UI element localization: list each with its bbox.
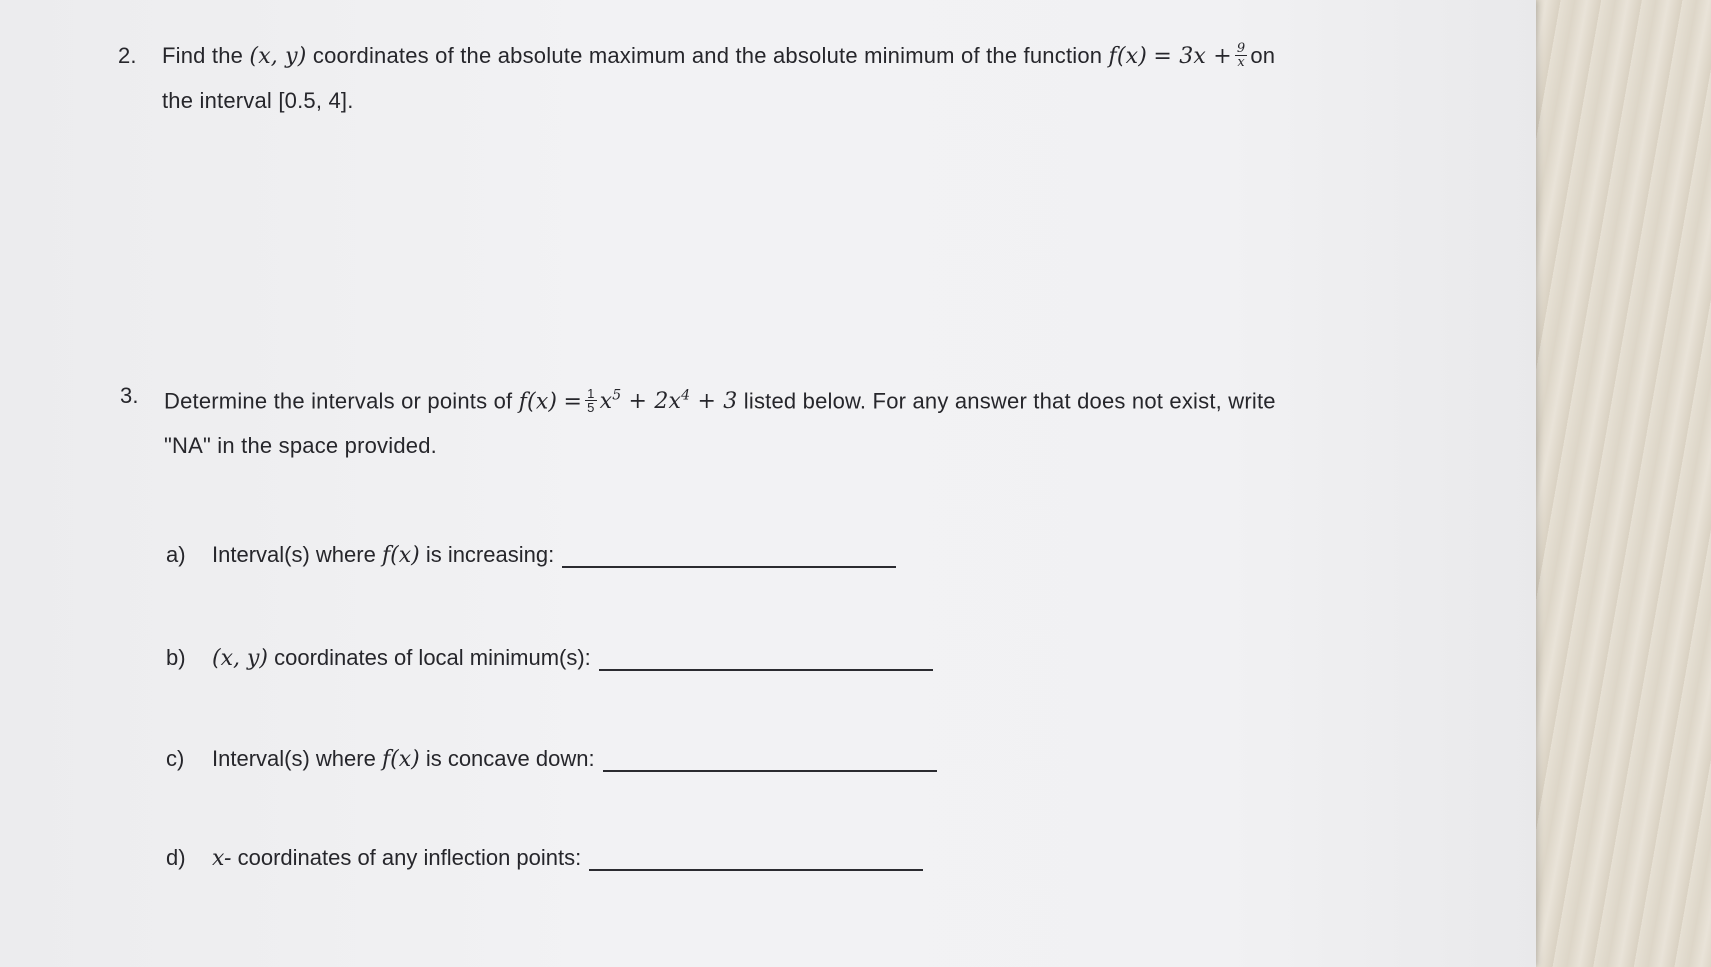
table-background xyxy=(1520,0,1711,967)
answer-blank-d[interactable] xyxy=(589,843,923,871)
answer-blank-c[interactable] xyxy=(603,744,937,772)
question-3-number: 3. xyxy=(120,383,139,408)
question-3-line-2: "NA" in the space provided. xyxy=(164,433,437,459)
item-d: d) x- coordinates of any inflection points: xyxy=(166,843,923,871)
fraction: $\frac{1}{5}$ xyxy=(587,386,595,416)
question-2-line-1: Find the (x, y) coordinates of the absolute maximum and the absolute minimum of the function f(x) = 3x + $\frac{9}{x}$ on xyxy=(162,40,1276,70)
question-3 xyxy=(120,374,1276,468)
function-math: f(x) xyxy=(1108,44,1148,69)
item-a: a) Interval(s) where f(x) is increasing: xyxy=(166,540,896,568)
question-3-line-1: Determine the intervals or points of f(x) = $\frac{1}{5}$ $x^5 + 2x^4 + 3$ listed below. For any answer that does not exist, write xyxy=(164,386,1276,416)
question-2-number: 2. xyxy=(118,43,137,68)
question-2-line-2: the interval [0.5, 4]. xyxy=(162,88,354,113)
item-c: c) Interval(s) where f(x) is concave down: xyxy=(166,744,937,772)
function-math: f(x) xyxy=(518,389,558,415)
answer-blank-b[interactable] xyxy=(599,643,933,671)
polynomial: $x^5 + 2x^4 + 3$ xyxy=(599,388,738,415)
answer-blank-a[interactable] xyxy=(562,540,896,568)
xy-math: (x, y) xyxy=(249,44,307,69)
item-b: b) (x, y) coordinates of local minimum(s): xyxy=(166,643,933,671)
question-2 xyxy=(118,34,1275,123)
fraction: $\frac{9}{x}$ xyxy=(1236,40,1246,70)
